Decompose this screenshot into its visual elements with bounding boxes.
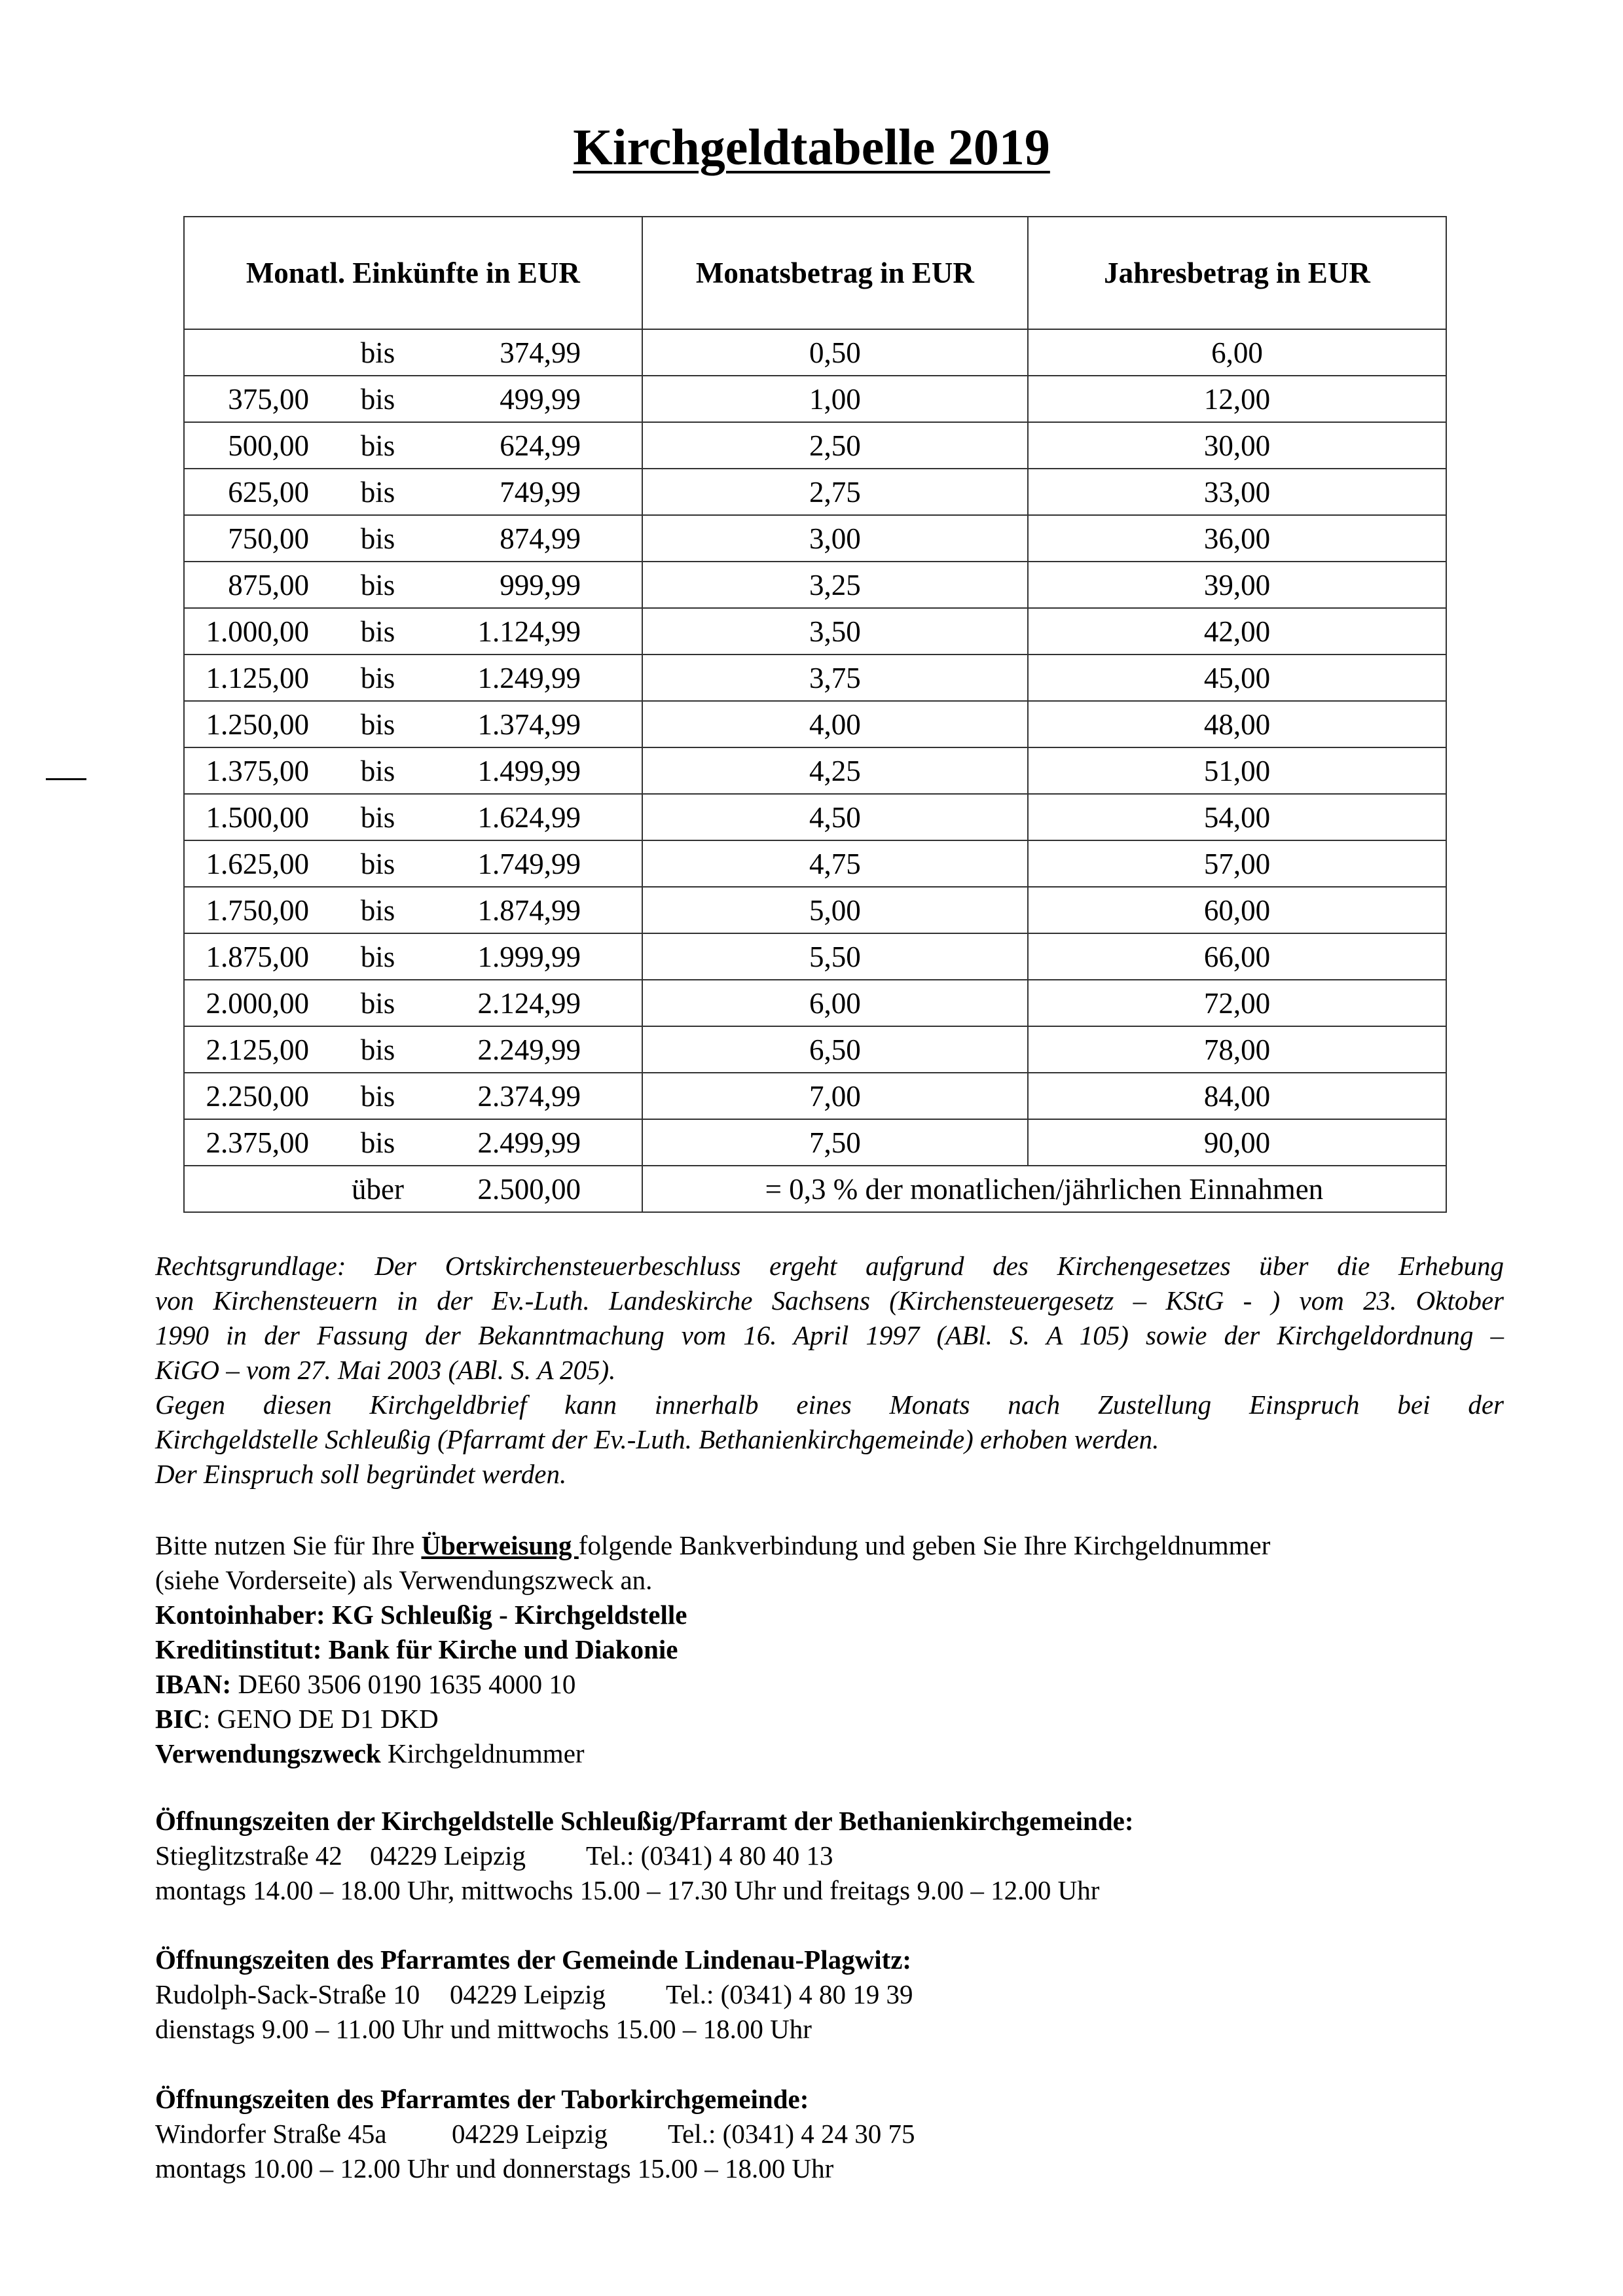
income-to: 1.499,99 — [477, 754, 581, 787]
income-to: 749,99 — [500, 475, 581, 509]
yearly-amount: 51,00 — [1028, 747, 1446, 794]
table-row — [184, 515, 1446, 562]
income-range-cell — [184, 887, 642, 933]
monthly-amount: 6,50 — [642, 1026, 1028, 1073]
income-separator: bis — [360, 1079, 395, 1113]
purpose-line — [155, 1736, 1504, 1771]
income-range-cell — [184, 933, 642, 980]
bank-intro-line2: (siehe Vorderseite) als Verwendungszweck an. — [155, 1565, 653, 1595]
bank-details — [155, 1528, 1504, 1771]
table-row — [184, 933, 1446, 980]
legal-line: Gegen diesen Kirchgeldbrief kann innerhalb eines Monats nach Zustellung Einspruch bei der — [155, 1390, 1504, 1420]
income-to: 374,99 — [500, 336, 581, 369]
income-from: 1.250,00 — [206, 708, 309, 741]
income-from: 2.000,00 — [206, 986, 309, 1020]
income-range-cell — [184, 747, 642, 794]
yearly-amount: 57,00 — [1028, 840, 1446, 887]
table-row — [184, 980, 1446, 1026]
office-times: montags 14.00 – 18.00 Uhr, mittwochs 15.00 – 17.30 Uhr und freitags 9.00 – 12.00 Uhr — [155, 1875, 1100, 1905]
monthly-amount: 7,50 — [642, 1119, 1028, 1166]
office-street: Rudolph-Sack-Straße 10 — [155, 1979, 420, 2009]
office-city: 04229 Leipzig — [370, 1840, 526, 1871]
yearly-amount: 90,00 — [1028, 1119, 1446, 1166]
yearly-amount: 84,00 — [1028, 1073, 1446, 1119]
percentage-note: = 0,3 % der monatlichen/jährlichen Einnahmen — [642, 1166, 1446, 1212]
income-range-cell — [184, 840, 642, 887]
header-monthly: Monatsbetrag in EUR — [642, 217, 1028, 329]
legal-notice — [155, 1249, 1504, 1492]
income-to: 2.374,99 — [477, 1079, 581, 1113]
table-row — [184, 794, 1446, 840]
income-separator: bis — [360, 1033, 395, 1066]
income-from: 1.125,00 — [206, 661, 309, 694]
income-from: 500,00 — [228, 429, 309, 462]
monthly-amount: 3,00 — [642, 515, 1028, 562]
legal-line: Der Einspruch soll begründet werden. — [155, 1459, 567, 1489]
table-row — [184, 608, 1446, 655]
legal-line: Kirchgeldstelle Schleußig (Pfarramt der Ev.-Luth. Bethanienkirchgemeinde) erhoben werden. — [155, 1424, 1159, 1454]
income-separator: bis — [360, 893, 395, 927]
table-row — [184, 655, 1446, 701]
income-from: 2.125,00 — [206, 1033, 309, 1066]
income-separator: bis — [360, 754, 395, 787]
monthly-amount: 7,00 — [642, 1073, 1028, 1119]
office-city: 04229 Leipzig — [450, 1979, 606, 2009]
income-to: 1.749,99 — [477, 847, 581, 880]
income-separator: bis — [360, 800, 395, 834]
table-row — [184, 469, 1446, 515]
office-phone: Tel.: (0341) 4 80 19 39 — [666, 1979, 913, 2009]
header-yearly: Jahresbetrag in EUR — [1028, 217, 1446, 329]
income-separator: bis — [360, 522, 395, 555]
income-range-cell — [184, 422, 642, 469]
income-range-cell — [184, 1119, 642, 1166]
office-address — [155, 1839, 1504, 1873]
yearly-amount: 6,00 — [1028, 329, 1446, 376]
monthly-amount: 6,00 — [642, 980, 1028, 1026]
yearly-amount: 12,00 — [1028, 376, 1446, 422]
fold-mark — [46, 778, 86, 780]
table-row — [184, 422, 1446, 469]
income-from: 1.875,00 — [206, 940, 309, 973]
monthly-amount: 2,50 — [642, 422, 1028, 469]
office-phone: Tel.: (0341) 4 24 30 75 — [668, 2119, 915, 2149]
income-from: 1.000,00 — [206, 615, 309, 648]
office-street: Stieglitzstraße 42 — [155, 1840, 342, 1871]
bank-institute: Kreditinstitut: Bank für Kirche und Diakonie — [155, 1634, 678, 1664]
income-to: 1.874,99 — [477, 893, 581, 927]
table-row — [184, 701, 1446, 747]
office-address — [155, 2117, 1504, 2151]
income-separator: bis — [360, 708, 395, 741]
yearly-amount: 72,00 — [1028, 980, 1446, 1026]
iban-value: DE60 3506 0190 1635 4000 10 — [231, 1669, 576, 1699]
table-row — [184, 1026, 1446, 1073]
office-heading: Öffnungszeiten der Kirchgeldstelle Schleußig/Pfarramt der Bethanienkirchgemeinde: — [155, 1806, 1134, 1836]
income-to: 874,99 — [500, 522, 581, 555]
monthly-amount: 1,00 — [642, 376, 1028, 422]
yearly-amount: 48,00 — [1028, 701, 1446, 747]
office-city: 04229 Leipzig — [452, 2119, 608, 2149]
office-hours-tabor — [155, 2082, 1504, 2186]
income-from: 750,00 — [228, 522, 309, 555]
yearly-amount: 60,00 — [1028, 887, 1446, 933]
table-row — [184, 1073, 1446, 1119]
income-separator: bis — [360, 475, 395, 509]
office-phone: Tel.: (0341) 4 80 40 13 — [586, 1840, 833, 1871]
bank-intro-bold: Überweisung — [421, 1530, 579, 1560]
income-range-cell — [184, 329, 642, 376]
monthly-amount: 3,75 — [642, 655, 1028, 701]
income-from: 1.375,00 — [206, 754, 309, 787]
income-separator: bis — [360, 1126, 395, 1159]
income-to: 999,99 — [500, 568, 581, 601]
monthly-amount: 4,75 — [642, 840, 1028, 887]
yearly-amount: 54,00 — [1028, 794, 1446, 840]
income-to: 624,99 — [500, 429, 581, 462]
income-separator: bis — [360, 429, 395, 462]
office-street: Windorfer Straße 45a — [155, 2119, 387, 2149]
monthly-amount: 5,00 — [642, 887, 1028, 933]
income-to: 1.249,99 — [477, 661, 581, 694]
legal-line: 1990 in der Fassung der Bekanntmachung vom 16. April 1997 (ABl. S. A 105) sowie der Kirchgeldordnung – — [155, 1320, 1504, 1350]
account-holder: Kontoinhaber: KG Schleußig - Kirchgeldstelle — [155, 1600, 687, 1630]
legal-line: Rechtsgrundlage: Der Ortskirchensteuerbeschluss ergeht aufgrund des Kirchengesetzes über die Erhebung — [155, 1251, 1504, 1281]
bic-value: : GENO DE D1 DKD — [202, 1704, 439, 1734]
income-separator: bis — [360, 847, 395, 880]
income-range-cell — [184, 608, 642, 655]
header-income: Monatl. Einkünfte in EUR — [184, 217, 642, 329]
income-to: 1.374,99 — [477, 708, 581, 741]
monthly-amount: 5,50 — [642, 933, 1028, 980]
income-separator: bis — [360, 615, 395, 648]
income-to: 1.124,99 — [477, 615, 581, 648]
office-times: dienstags 9.00 – 11.00 Uhr und mittwochs 15.00 – 18.00 Uhr — [155, 2014, 812, 2044]
income-separator: bis — [360, 940, 395, 973]
income-range-cell — [184, 980, 642, 1026]
income-range-cell — [184, 1073, 642, 1119]
office-times: montags 10.00 – 12.00 Uhr und donnerstags 15.00 – 18.00 Uhr — [155, 2153, 834, 2183]
legal-line: KiGO – vom 27. Mai 2003 (ABl. S. A 205). — [155, 1355, 616, 1385]
income-to: 499,99 — [500, 382, 581, 416]
kirchgeld-table — [183, 216, 1447, 1213]
income-from: 375,00 — [228, 382, 309, 416]
income-range-cell — [184, 701, 642, 747]
monthly-amount: 2,75 — [642, 469, 1028, 515]
income-from: 1.625,00 — [206, 847, 309, 880]
yearly-amount: 45,00 — [1028, 655, 1446, 701]
iban-label: IBAN: — [155, 1669, 232, 1699]
income-from: 625,00 — [228, 475, 309, 509]
income-from: 1.750,00 — [206, 893, 309, 927]
iban-line — [155, 1667, 1504, 1702]
yearly-amount: 36,00 — [1028, 515, 1446, 562]
office-heading: Öffnungszeiten des Pfarramtes der Gemeinde Lindenau-Plagwitz: — [155, 1945, 912, 1975]
income-separator: bis — [360, 336, 395, 369]
yearly-amount: 78,00 — [1028, 1026, 1446, 1073]
income-to: 2.249,99 — [477, 1033, 581, 1066]
bank-intro-post: folgende Bankverbindung und geben Sie Ihre Kirchgeldnummer — [578, 1530, 1271, 1560]
income-range-cell — [184, 562, 642, 608]
office-hours-lindenau — [155, 1943, 1504, 2047]
bank-intro — [155, 1528, 1504, 1563]
monthly-amount: 3,25 — [642, 562, 1028, 608]
table-row — [184, 562, 1446, 608]
table-header-row — [184, 217, 1446, 329]
income-range-cell — [184, 1026, 642, 1073]
yearly-amount: 39,00 — [1028, 562, 1446, 608]
yearly-amount: 66,00 — [1028, 933, 1446, 980]
income-range-cell — [184, 469, 642, 515]
table-row — [184, 840, 1446, 887]
income-to: 2.500,00 — [477, 1172, 581, 1206]
income-to: 2.124,99 — [477, 986, 581, 1020]
page-title: Kirchgeldtabelle 2019 — [573, 118, 1050, 175]
income-separator: bis — [360, 568, 395, 601]
bank-intro-pre: Bitte nutzen Sie für Ihre — [155, 1530, 422, 1560]
income-range-cell — [184, 515, 642, 562]
income-to: 1.624,99 — [477, 800, 581, 834]
office-heading: Öffnungszeiten des Pfarramtes der Taborkirchgemeinde: — [155, 2084, 809, 2114]
income-range-cell — [184, 376, 642, 422]
income-from: 875,00 — [228, 568, 309, 601]
bic-line — [155, 1702, 1504, 1736]
monthly-amount: 4,00 — [642, 701, 1028, 747]
income-range-cell — [184, 655, 642, 701]
monthly-amount: 0,50 — [642, 329, 1028, 376]
purpose-value: Kirchgeldnummer — [380, 1738, 585, 1768]
income-to: 2.499,99 — [477, 1126, 581, 1159]
income-separator: über — [352, 1172, 404, 1206]
income-range-cell — [184, 1166, 642, 1212]
table-row — [184, 376, 1446, 422]
monthly-amount: 4,50 — [642, 794, 1028, 840]
monthly-amount: 4,25 — [642, 747, 1028, 794]
income-separator: bis — [360, 986, 395, 1020]
income-from: 2.250,00 — [206, 1079, 309, 1113]
income-separator: bis — [360, 661, 395, 694]
income-separator: bis — [360, 382, 395, 416]
table-row — [184, 1119, 1446, 1166]
yearly-amount: 30,00 — [1028, 422, 1446, 469]
legal-line: von Kirchensteuern in der Ev.-Luth. Landeskirche Sachsens (Kirchensteuergesetz – KStG - ) vom 23. Oktober — [155, 1285, 1504, 1316]
income-from: 2.375,00 — [206, 1126, 309, 1159]
table-row — [184, 887, 1446, 933]
office-hours-schleussig — [155, 1804, 1504, 1908]
table-row — [184, 747, 1446, 794]
monthly-amount: 3,50 — [642, 608, 1028, 655]
table-row-last — [184, 1166, 1446, 1212]
bic-label: BIC — [155, 1704, 203, 1734]
income-to: 1.999,99 — [477, 940, 581, 973]
income-range-cell — [184, 794, 642, 840]
yearly-amount: 42,00 — [1028, 608, 1446, 655]
table-row — [184, 329, 1446, 376]
income-from: 1.500,00 — [206, 800, 309, 834]
yearly-amount: 33,00 — [1028, 469, 1446, 515]
purpose-label: Verwendungszweck — [155, 1738, 381, 1768]
table-body — [184, 329, 1446, 1212]
office-address — [155, 1977, 1504, 2012]
